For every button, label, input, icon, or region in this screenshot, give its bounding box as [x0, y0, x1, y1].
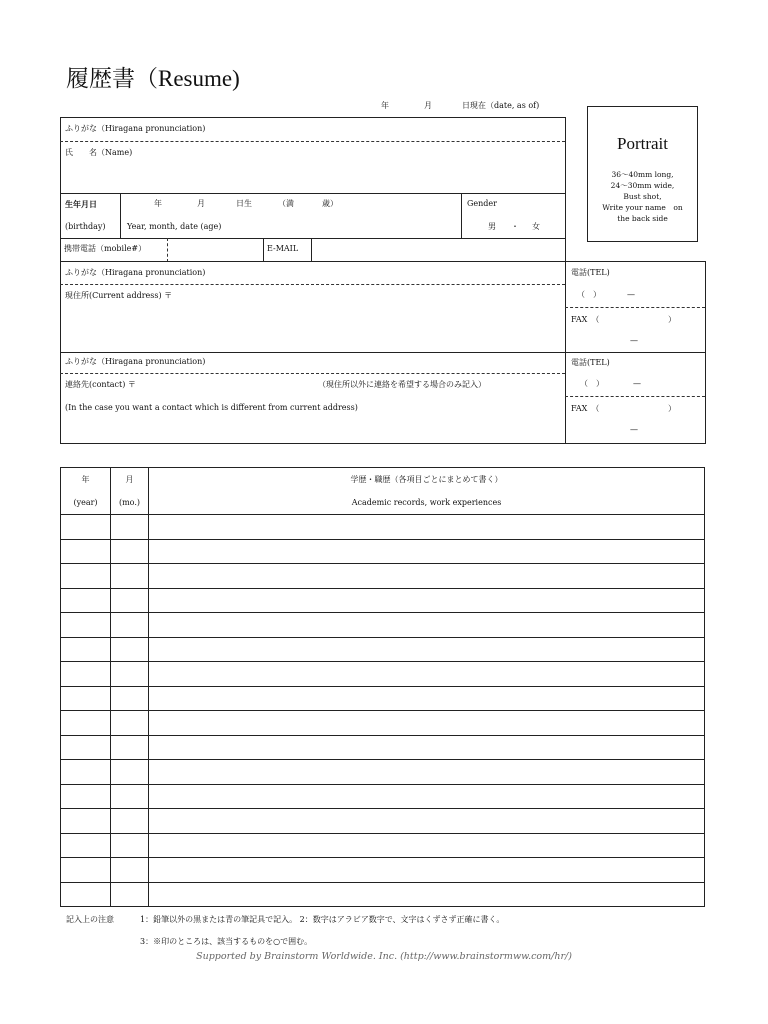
year-cell[interactable]: [61, 564, 111, 589]
table-row: [61, 637, 705, 662]
table-row: [61, 662, 705, 687]
year-cell[interactable]: [61, 662, 111, 687]
year-cell[interactable]: [61, 686, 111, 711]
birth-col-divider: [120, 193, 121, 238]
desc-cell[interactable]: [149, 858, 705, 883]
col-year-header: 年 (year): [61, 468, 111, 515]
notes-line-1: 1：鉛筆以外の黒または青の筆記具で記入。 2：数字はアラビア数字で、文字はくずさず正確に書く。: [140, 915, 505, 924]
date-year-label: 年: [381, 101, 389, 110]
name-furigana-label: ふりがな（Hiragana pronunciation): [65, 124, 206, 133]
contact-label: 連絡先(contact) 〒: [65, 380, 136, 389]
date-month-label: 月: [424, 101, 432, 110]
year-cell[interactable]: [61, 760, 111, 785]
date-as-of-label: 日現在（date, as of): [462, 101, 540, 110]
address-tel-dash: —: [627, 290, 635, 299]
desc-cell[interactable]: [149, 784, 705, 809]
address-tel-fax-divider: [565, 307, 705, 308]
table-row: [61, 588, 705, 613]
history-table: [60, 467, 705, 907]
year-cell[interactable]: [61, 539, 111, 564]
month-cell[interactable]: [111, 858, 149, 883]
notes-label: 記入上の注意: [66, 915, 114, 924]
desc-cell[interactable]: [149, 833, 705, 858]
address-tel-label: 電話(TEL): [571, 268, 610, 277]
desc-cell[interactable]: [149, 637, 705, 662]
desc-cell[interactable]: [149, 515, 705, 540]
table-row: [61, 613, 705, 638]
table-row: [61, 760, 705, 785]
desc-cell[interactable]: [149, 760, 705, 785]
birth-year-label: 年: [154, 199, 162, 208]
month-cell[interactable]: [111, 588, 149, 613]
year-cell[interactable]: [61, 833, 111, 858]
birth-day-label: 日生: [236, 199, 252, 208]
birthday-label-en: (birthday): [65, 222, 106, 231]
month-cell[interactable]: [111, 515, 149, 540]
table-row: [61, 686, 705, 711]
birth-en-label: Year, month, date (age): [127, 222, 222, 231]
personal-info-box: [60, 117, 566, 262]
address-furigana-label: ふりがな（Hiragana pronunciation): [65, 268, 206, 277]
table-row: [61, 833, 705, 858]
age-open-label: （満: [278, 199, 294, 208]
birth-month-label: 月: [197, 199, 205, 208]
desc-cell[interactable]: [149, 564, 705, 589]
table-row: [61, 735, 705, 760]
year-cell[interactable]: [61, 735, 111, 760]
birth-row-divider: [60, 238, 565, 239]
name-row-divider: [60, 193, 565, 194]
table-row: [61, 784, 705, 809]
portrait-box: [587, 106, 698, 242]
contact-note-en: (In the case you want a contact which is different from current address): [65, 403, 358, 412]
address-contact-divider: [60, 352, 705, 353]
col-month-header: 月 (mo.): [111, 468, 149, 515]
month-cell[interactable]: [111, 784, 149, 809]
desc-cell[interactable]: [149, 662, 705, 687]
desc-cell[interactable]: [149, 588, 705, 613]
month-cell[interactable]: [111, 662, 149, 687]
notes-line-2: 3：※印のところは、該当するものを○で囲む。: [140, 937, 313, 946]
gender-col-divider: [461, 193, 462, 238]
year-cell[interactable]: [61, 809, 111, 834]
month-cell[interactable]: [111, 809, 149, 834]
furigana-divider: [60, 141, 565, 142]
age-close-label: 歳）: [322, 199, 338, 208]
table-row: [61, 515, 705, 540]
table-row: [61, 564, 705, 589]
email-label: E-MAIL: [267, 244, 299, 253]
address-fax-label: FAX （: [571, 315, 600, 324]
address-furigana-divider: [60, 284, 565, 285]
contact-tel-fax-divider: [565, 396, 705, 397]
desc-cell[interactable]: [149, 613, 705, 638]
year-cell[interactable]: [61, 588, 111, 613]
page-title: 履歴書（Resume): [66, 66, 240, 91]
contact-tel-dash: —: [633, 379, 641, 388]
desc-cell[interactable]: [149, 809, 705, 834]
year-cell[interactable]: [61, 637, 111, 662]
table-row: [61, 539, 705, 564]
year-cell[interactable]: [61, 613, 111, 638]
mobile-label: 携帯電話（mobile#）: [64, 244, 147, 253]
month-cell[interactable]: [111, 539, 149, 564]
table-row: [61, 809, 705, 834]
contact-furigana-divider: [60, 373, 565, 374]
name-label: 氏 名（Name): [65, 148, 133, 157]
history-header-row: [61, 468, 705, 515]
month-cell[interactable]: [111, 735, 149, 760]
year-cell[interactable]: [61, 784, 111, 809]
col-desc-header: 学歴・職歴（各項目ごとにまとめて書く） Academic records, work experiences: [149, 468, 705, 515]
footer-credit[interactable]: Supported by Brainstorm Worldwide. Inc. (http://www.brainstormww.com/hr/): [196, 951, 572, 962]
mobile-divider: [167, 238, 168, 262]
email-value-divider: [311, 238, 312, 262]
address-label: 現住所(Current address) 〒: [65, 291, 173, 300]
table-row: [61, 858, 705, 883]
year-cell[interactable]: [61, 882, 111, 907]
contact-tel-label: 電話(TEL): [571, 358, 610, 367]
month-cell[interactable]: [111, 833, 149, 858]
year-cell[interactable]: [61, 858, 111, 883]
desc-cell[interactable]: [149, 882, 705, 907]
contact-furigana-label: ふりがな（Hiragana pronunciation): [65, 357, 206, 366]
address-tel-paren: （ ）: [577, 290, 601, 299]
gender-male[interactable]: 男: [488, 222, 496, 231]
contact-fax-close: ）: [668, 404, 676, 413]
gender-label: Gender: [467, 199, 497, 208]
table-row: [61, 882, 705, 907]
month-cell[interactable]: [111, 760, 149, 785]
address-fax-close: ）: [668, 315, 676, 324]
year-cell[interactable]: [61, 515, 111, 540]
month-cell[interactable]: [111, 711, 149, 736]
contact-note-jp: （現住所以外に連絡を希望する場合のみ記入）: [318, 380, 486, 389]
portrait-title: Portrait: [617, 134, 668, 153]
month-cell[interactable]: [111, 564, 149, 589]
month-cell[interactable]: [111, 613, 149, 638]
gender-dot: ・: [511, 222, 519, 231]
portrait-instructions: 36～40mm long, 24～30mm wide, Bust shot, Write your name on the back side: [602, 170, 683, 223]
email-left-divider: [263, 238, 264, 262]
address-fax-dash: —: [630, 336, 638, 345]
contact-tel-paren: （ ）: [580, 379, 604, 388]
desc-cell[interactable]: [149, 735, 705, 760]
contact-fax-label: FAX （: [571, 404, 600, 413]
year-cell[interactable]: [61, 711, 111, 736]
desc-cell[interactable]: [149, 711, 705, 736]
desc-cell[interactable]: [149, 686, 705, 711]
month-cell[interactable]: [111, 686, 149, 711]
table-row: [61, 711, 705, 736]
birthday-label: 生年月日: [65, 199, 97, 209]
gender-female[interactable]: 女: [532, 222, 540, 231]
month-cell[interactable]: [111, 637, 149, 662]
contact-fax-dash: —: [630, 425, 638, 434]
month-cell[interactable]: [111, 882, 149, 907]
desc-cell[interactable]: [149, 539, 705, 564]
